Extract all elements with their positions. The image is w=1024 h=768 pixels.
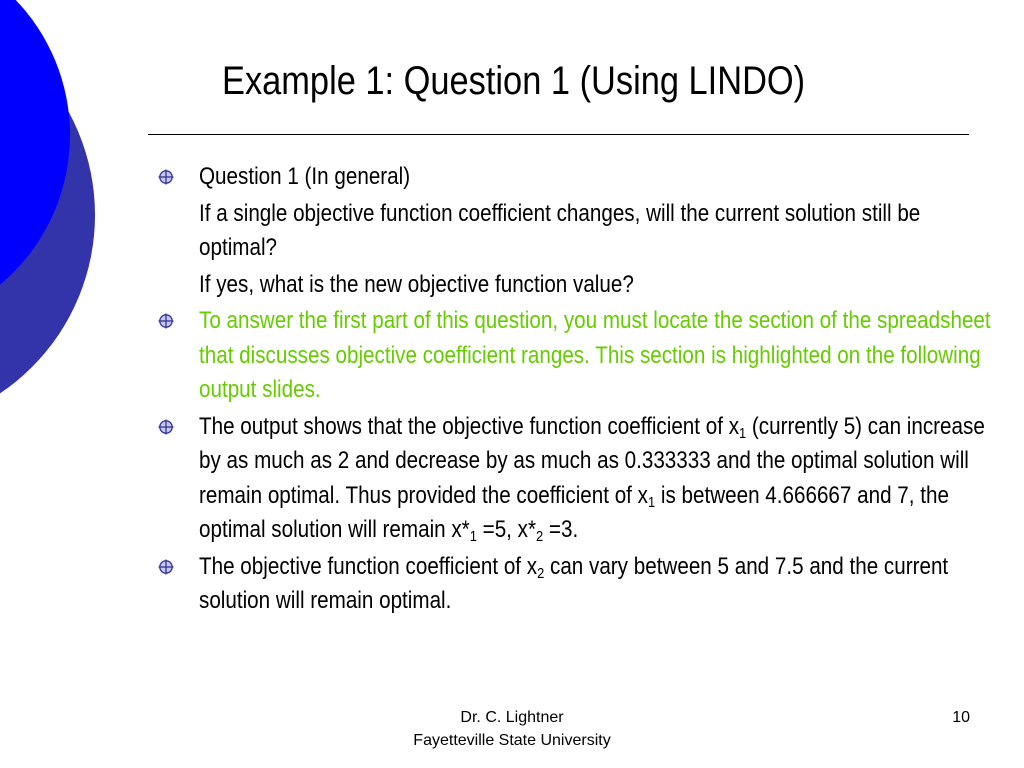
bullet-item [157,160,987,195]
bullet-item [157,304,991,408]
slide-title: Example 1: Question 1 (Using LINDO) [222,59,806,103]
subscript: 1 [469,528,477,545]
subscript: 2 [535,528,544,545]
crosshair-circle-icon [158,169,174,185]
subscript: 1 [739,424,747,442]
text-run: (currently 5) can increase by as much as 2 and decrease by as much as 0.333333 and the optimal solution will remain optimal. Thus provided the coefficient of x [199,412,985,509]
subscript: 2 [537,564,545,582]
page-number: 10 [952,709,970,726]
subscript: 1 [647,493,656,511]
bullet-text: Question 1 (In general) [199,163,411,190]
text-run: The output shows that the objective function coefficient of x [199,412,740,440]
bullet-text [199,410,999,548]
slide-body [157,160,991,619]
bullet-item [157,550,987,619]
decorative-circles [0,0,110,400]
crosshair-circle-icon [158,559,174,575]
footer [362,706,662,752]
text-run: is between 4.666667 and 7, the optimal solution will remain x* [199,481,949,543]
sub-paragraph-text: If yes, what is the new objective function value? [199,270,634,298]
crosshair-circle-icon [158,313,174,329]
sub-paragraph [157,197,987,266]
crosshair-circle-icon [158,419,174,435]
bullet-item [157,410,987,548]
footer-author: Dr. C. Lightner [460,709,564,726]
text-run: The objective function coefficient of x [199,552,538,580]
text-run: can vary between 5 and 7.5 and the current solution will remain optimal. [199,552,949,614]
bullet-text-highlight: To answer the first part of this question, you must locate the section of the spreadsheet that discusses objective coefficient ranges. This section is highlighted on the following output slides. [199,307,991,403]
text-run: =5, x* [476,516,536,543]
title-divider [148,134,969,135]
sub-paragraph [157,268,987,303]
text-run: =3. [543,516,579,543]
bullet-text [199,550,999,619]
sub-paragraph-text: If a single objective function coefficient changes, will the current solution still be optimal? [199,199,921,261]
footer-institution: Fayetteville State University [413,732,611,749]
